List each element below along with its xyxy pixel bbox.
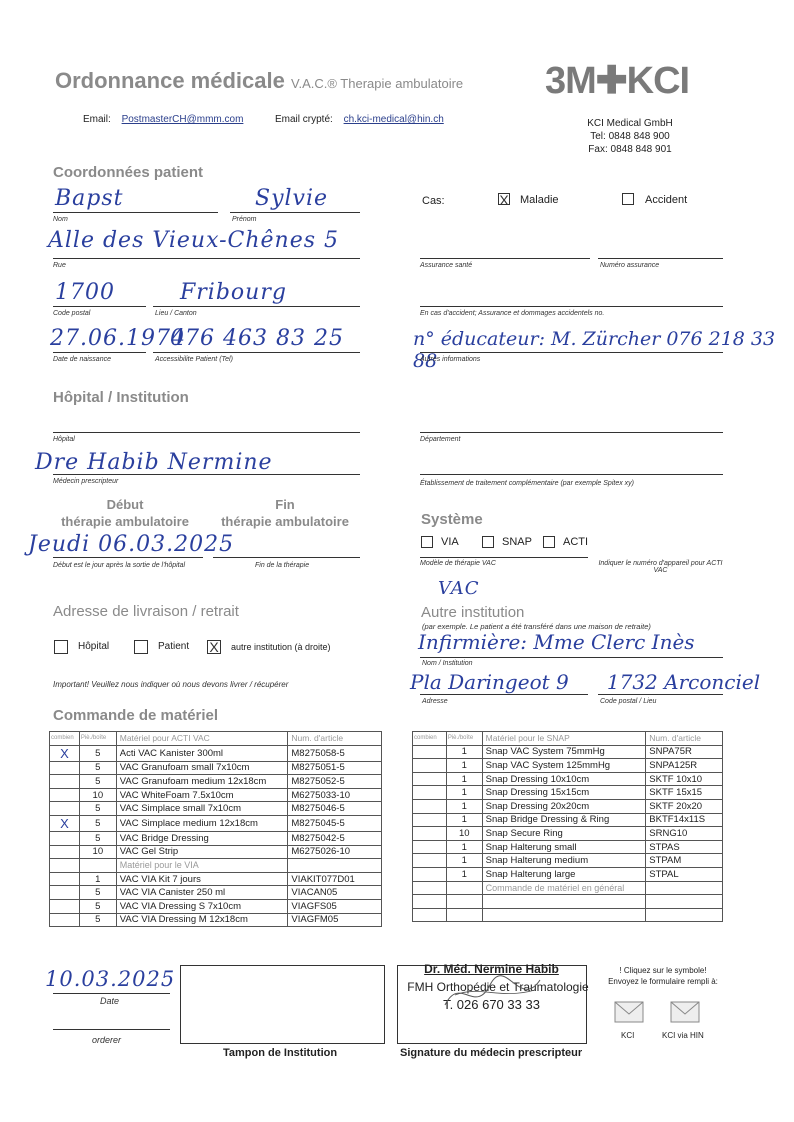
materiel-cell: VAC VIA Canister 250 ml: [116, 886, 288, 900]
autre-inst-adresse-line: [420, 694, 588, 695]
table-row: [50, 788, 382, 802]
date-label: Date: [100, 996, 120, 1006]
prenom-label: Prénom: [232, 216, 257, 223]
table-row: [50, 761, 382, 775]
article-cell: M8275046-5: [288, 802, 382, 816]
table-row: [413, 786, 723, 800]
lieu-line: [153, 306, 360, 307]
email-label: Email:: [83, 114, 111, 125]
quantity-cell[interactable]: [413, 759, 447, 773]
email-kci-icon[interactable]: [614, 998, 644, 1024]
article-cell: [646, 881, 723, 895]
numero-appareil-label: Indiquer le numéro d'appareil pour ACTI VAC: [598, 560, 723, 574]
table-row: [413, 895, 723, 909]
debut-title: [50, 496, 200, 530]
materiel-cell: [482, 895, 646, 909]
materiel-cell: Commande de matériel en général: [482, 881, 646, 895]
pieces-cell: 5: [79, 831, 116, 845]
article-cell: VIAGFM05: [288, 913, 382, 927]
hopital-line: [53, 432, 360, 433]
departement-label: Département: [420, 436, 461, 443]
pieces-cell: 5: [79, 745, 116, 761]
title-text: Ordonnance médicale: [55, 68, 285, 93]
fin-label: Fin de la thérapie: [255, 562, 310, 569]
table-row: [413, 813, 723, 827]
nom-line: [53, 212, 218, 213]
rue-label: Rue: [53, 262, 66, 269]
article-cell: M8275052-5: [288, 775, 382, 789]
livraison-hopital-label: Hôpital: [78, 641, 110, 652]
autre-inst-cp-line: [598, 694, 723, 695]
table-row: [413, 908, 723, 922]
systeme-section-title: Système: [421, 511, 483, 528]
pieces-cell: 1: [446, 759, 482, 773]
pieces-cell: 1: [446, 867, 482, 881]
article-cell: SKTF 20x20: [646, 799, 723, 813]
table-row: [50, 831, 382, 845]
autre-inst-section-title: Autre institution: [421, 604, 525, 621]
livraison-autre-checkbox[interactable]: X: [207, 640, 221, 654]
maladie-label: Maladie: [520, 194, 559, 206]
article-cell: VIAKIT077D01: [288, 872, 382, 886]
naissance-label: Date de naissance: [53, 356, 111, 363]
pieces-cell: [446, 881, 482, 895]
medecin-label: Médecin prescripteur: [53, 478, 119, 485]
quantity-cell[interactable]: [50, 872, 80, 886]
article-cell: VIACAN05: [288, 886, 382, 900]
footer-date[interactable]: 10.03.2025: [45, 967, 176, 991]
stamp-spec: FMH Orthopédie et Traumatologie: [407, 980, 589, 994]
pieces-cell: 5: [79, 815, 116, 831]
pieces-cell: 5: [79, 802, 116, 816]
pieces-cell: 1: [446, 786, 482, 800]
quantity-cell[interactable]: [413, 745, 447, 759]
materiel-cell: VAC Simplace medium 12x18cm: [116, 815, 288, 831]
col-header-combien: combien: [413, 732, 447, 746]
article-cell: BKTF14x11S: [646, 813, 723, 827]
quantity-cell[interactable]: [50, 913, 80, 927]
materiel-cell: VAC VIA Kit 7 jours: [116, 872, 288, 886]
materiel-cell: VAC Simplace small 7x10cm: [116, 802, 288, 816]
envoyez-text: Envoyez le formulaire rempli à:: [608, 977, 718, 986]
pieces-cell: 1: [446, 799, 482, 813]
quantity-cell[interactable]: [413, 895, 447, 909]
pieces-cell: 5: [79, 913, 116, 927]
pieces-cell: 10: [79, 845, 116, 859]
col-header-article: Num. d'article: [288, 732, 382, 746]
table-row: [50, 745, 382, 761]
orderer-line: [53, 1029, 170, 1030]
autre-inst-nom[interactable]: Infirmière: Mme Clerc Inès: [418, 630, 695, 654]
email-crypt-link[interactable]: ch.kci-medical@hin.ch: [343, 114, 444, 125]
snap-table-body: [413, 745, 723, 922]
table-row: [50, 899, 382, 913]
col-header-materiel: Matériel pour le SNAP: [482, 732, 646, 746]
pieces-cell: 1: [446, 840, 482, 854]
autres-label: Autres informations: [420, 356, 481, 363]
tel-label: Accessibilite Patient (Tel): [155, 356, 233, 363]
pieces-cell: 5: [79, 899, 116, 913]
cas-label: Cas:: [422, 195, 445, 207]
table-row: [50, 872, 382, 886]
signature-scribble: [440, 965, 550, 1020]
materiel-cell: VAC VIA Dressing S 7x10cm: [116, 899, 288, 913]
col-header-pieces: Piè./boîte: [446, 732, 482, 746]
table-row: [413, 827, 723, 841]
quantity-cell[interactable]: [413, 799, 447, 813]
article-cell: STPAM: [646, 854, 723, 868]
article-cell: VIAGFS05: [288, 899, 382, 913]
article-cell: [646, 895, 723, 909]
acti-vac-table: [49, 731, 382, 927]
patient-nom[interactable]: Bapst: [55, 186, 124, 211]
accident-info-label: En cas d'accident; Assurance et dommages accidentels no.: [420, 310, 605, 317]
debut-title-line2: thérapie ambulatoire: [61, 514, 189, 529]
materiel-cell: Snap Halterung large: [482, 867, 646, 881]
quantity-cell[interactable]: [413, 854, 447, 868]
quantity-cell[interactable]: [50, 859, 80, 873]
article-cell: M8275058-5: [288, 745, 382, 761]
livraison-patient-checkbox[interactable]: [134, 640, 148, 654]
quantity-cell[interactable]: [50, 845, 80, 859]
hopital-section-title: Hôpital / Institution: [53, 389, 189, 406]
materiel-cell: VAC WhiteFoam 7.5x10cm: [116, 788, 288, 802]
modele-line: [420, 557, 588, 558]
article-cell: [288, 859, 382, 873]
quantity-cell[interactable]: X: [50, 815, 80, 831]
assurance-label: Assurance santé: [420, 262, 473, 269]
article-cell: SRNG10: [646, 827, 723, 841]
quantity-cell[interactable]: [413, 827, 447, 841]
pieces-cell: 1: [446, 854, 482, 868]
kci-icon-label: KCI: [621, 1031, 635, 1040]
pieces-cell: 1: [446, 745, 482, 759]
autre-inst-adresse[interactable]: Pla Daringeot 9 1732 Arconciel: [410, 670, 761, 694]
article-cell: M6275033-10: [288, 788, 382, 802]
materiel-cell: Matériel pour le VIA: [116, 859, 288, 873]
email-crypt-label: Email crypté:: [275, 114, 333, 125]
tampon-box[interactable]: [180, 965, 385, 1044]
snap-table: [412, 731, 723, 922]
article-cell: SNPA125R: [646, 759, 723, 773]
autre-inst-adresse-label: Adresse: [422, 698, 448, 705]
autre-inst-cp-label: Code postal / Lieu: [600, 698, 657, 705]
table-row: [413, 881, 723, 895]
fin-line: [213, 557, 360, 558]
pieces-cell: [446, 908, 482, 922]
article-cell: M8275042-5: [288, 831, 382, 845]
debut-label: Début est le jour après la sortie de l'hôpital: [53, 562, 186, 569]
kci-hin-icon-label: KCI via HIN: [662, 1031, 704, 1040]
article-cell: SNPA75R: [646, 745, 723, 759]
materiel-cell: [482, 908, 646, 922]
table-row: [50, 775, 382, 789]
table-row: [50, 859, 382, 873]
autre-inst-nom-label: Nom / Institution: [422, 660, 473, 667]
hopital-label: Hôpital: [53, 436, 75, 443]
patient-section-title: Coordonnées patient: [53, 164, 204, 181]
livraison-section-title: Adresse de livraison / retrait: [53, 603, 239, 620]
materiel-cell: VAC Granufoam small 7x10cm: [116, 761, 288, 775]
assurance-line: [420, 258, 590, 259]
pieces-cell: 1: [446, 813, 482, 827]
stamp-tel: T. 026 670 33 33: [443, 997, 540, 1012]
signature-label: Signature du médecin prescripteur: [400, 1047, 583, 1059]
article-cell: M6275026-10: [288, 845, 382, 859]
rue-line: [53, 258, 360, 259]
materiel-cell: Snap Bridge Dressing & Ring: [482, 813, 646, 827]
quantity-cell[interactable]: [50, 788, 80, 802]
col-header-article: Num. d'article: [646, 732, 723, 746]
etab-line: [420, 474, 723, 475]
table-row: [413, 840, 723, 854]
patient-tel[interactable]: 076 463 83 25: [170, 326, 344, 351]
quantity-cell[interactable]: [50, 899, 80, 913]
via-checkbox[interactable]: [421, 536, 433, 548]
snap-checkbox[interactable]: [482, 536, 494, 548]
autres-informations[interactable]: n° éducateur: M. Zürcher 076 218 33 88: [413, 328, 776, 372]
pieces-cell: 5: [79, 886, 116, 900]
quantity-cell[interactable]: [413, 908, 447, 922]
orderer-label: orderer: [92, 1035, 122, 1045]
medecin-prescripteur[interactable]: Dre Habib Nermine: [35, 450, 273, 475]
quantity-cell[interactable]: [413, 813, 447, 827]
numero-assurance-line: [598, 258, 723, 259]
table-row: [50, 913, 382, 927]
company-name: KCI Medical GmbH: [587, 118, 673, 129]
form-title: [55, 68, 463, 94]
cp-label: Code postal: [53, 310, 91, 317]
pieces-cell: 10: [446, 827, 482, 841]
email-crypt-row: [275, 114, 444, 125]
pieces-cell: 10: [79, 788, 116, 802]
article-cell: STPAL: [646, 867, 723, 881]
patient-prenom[interactable]: Sylvie: [255, 186, 329, 211]
quantity-cell[interactable]: [413, 840, 447, 854]
materiel-cell: Snap VAC System 75mmHg: [482, 745, 646, 759]
departement-line: [420, 432, 723, 433]
accident-label: Accident: [645, 194, 688, 206]
numero-assurance-label: Numéro assurance: [600, 262, 660, 269]
pieces-cell: [446, 895, 482, 909]
article-cell: [646, 908, 723, 922]
quantity-cell[interactable]: [413, 772, 447, 786]
livraison-patient-label: Patient: [158, 641, 190, 652]
autre-inst-note: (par exemple. Le patient a été transféré dans une maison de retraite): [422, 622, 651, 631]
debut-title-line1: Début: [106, 497, 144, 512]
materiel-cell: Acti VAC Kanister 300ml: [116, 745, 288, 761]
accident-checkbox[interactable]: [622, 193, 634, 205]
date-line: [53, 993, 170, 994]
email-link[interactable]: PostmasterCH@mmm.com: [121, 114, 244, 125]
acti-label: ACTI: [563, 536, 589, 548]
materiel-cell: Snap Dressing 20x20cm: [482, 799, 646, 813]
send-instructions: [598, 965, 728, 987]
tampon-label: Tampon de Institution: [223, 1047, 338, 1059]
quantity-cell[interactable]: [50, 831, 80, 845]
quantity-cell[interactable]: [50, 775, 80, 789]
table-row: [50, 886, 382, 900]
quantity-cell[interactable]: [50, 761, 80, 775]
quantity-cell[interactable]: [413, 867, 447, 881]
table-row: [413, 759, 723, 773]
acti-checkbox[interactable]: [543, 536, 555, 548]
cp-line: [53, 306, 146, 307]
logo: 3M✚KCI: [545, 60, 690, 102]
email-kci-hin-icon[interactable]: [670, 998, 700, 1024]
naissance-line: [53, 352, 146, 353]
quantity-cell[interactable]: [50, 802, 80, 816]
materiel-cell: VAC Bridge Dressing: [116, 831, 288, 845]
materiel-cell: Snap Halterung small: [482, 840, 646, 854]
table-row: [413, 867, 723, 881]
maladie-checkbox[interactable]: X: [499, 192, 509, 208]
fin-title-line1: Fin: [275, 497, 295, 512]
materiel-cell: Snap Dressing 15x15cm: [482, 786, 646, 800]
company-fax: Fax: 0848 848 901: [588, 144, 672, 155]
article-cell: STPAS: [646, 840, 723, 854]
materiel-cell: VAC Granufoam medium 12x18cm: [116, 775, 288, 789]
patient-rue[interactable]: Alle des Vieux-Chênes 5: [48, 228, 340, 253]
materiel-cell: VAC Gel Strip: [116, 845, 288, 859]
article-cell: SKTF 10x10: [646, 772, 723, 786]
medecin-line: [53, 474, 360, 475]
fin-title: [210, 496, 360, 530]
materiel-cell: Snap Halterung medium: [482, 854, 646, 868]
pieces-cell: 5: [79, 761, 116, 775]
col-header-combien: combien: [50, 732, 80, 746]
livraison-important-note: Important! Veuillez nous indiquer où nous devons livrer / récupérer: [53, 680, 289, 689]
acti-vac-header-row: [50, 732, 382, 746]
quantity-cell[interactable]: X: [50, 745, 80, 761]
pieces-cell: [79, 859, 116, 873]
patient-cp[interactable]: 1700: [55, 280, 115, 305]
pieces-cell: 1: [446, 772, 482, 786]
pieces-cell: 5: [79, 775, 116, 789]
snap-header-row: [413, 732, 723, 746]
debut-therapie-date[interactable]: Jeudi 06.03.2025: [28, 532, 235, 557]
acti-vac-table-body: [50, 745, 382, 927]
subtitle-text: V.A.C.® Therapie ambulatoire: [290, 76, 464, 91]
article-cell: M8275051-5: [288, 761, 382, 775]
article-cell: SKTF 15x15: [646, 786, 723, 800]
debut-line: [53, 557, 203, 558]
col-header-pieces: Piè./boîte: [79, 732, 116, 746]
table-row: [50, 815, 382, 831]
nom-label: Nom: [53, 216, 68, 223]
materiel-cell: Snap Dressing 10x10cm: [482, 772, 646, 786]
livraison-hopital-checkbox[interactable]: [54, 640, 68, 654]
livraison-autre-label: autre institution (à droite): [231, 642, 331, 652]
table-row: [50, 802, 382, 816]
prenom-line: [230, 212, 360, 213]
email-row: [83, 114, 243, 125]
materiel-cell: Snap Secure Ring: [482, 827, 646, 841]
article-cell: M8275045-5: [288, 815, 382, 831]
modele-value[interactable]: VAC: [438, 578, 480, 599]
materiel-cell: Snap VAC System 125mmHg: [482, 759, 646, 773]
materiel-cell: VAC VIA Dressing M 12x18cm: [116, 913, 288, 927]
commande-section-title: Commande de matériel: [53, 707, 219, 724]
tel-line: [153, 352, 360, 353]
cliquez-text: ! Cliquez sur le symbole!: [619, 966, 707, 975]
snap-label: SNAP: [502, 536, 532, 548]
quantity-cell[interactable]: [413, 881, 447, 895]
modele-label: Modèle de thérapie VAC: [420, 560, 496, 567]
col-header-materiel: Matériel pour ACTI VAC: [116, 732, 288, 746]
pieces-cell: 1: [79, 872, 116, 886]
autre-inst-nom-line: [420, 657, 723, 658]
lieu-label: Lieu / Canton: [155, 310, 197, 317]
fin-title-line2: thérapie ambulatoire: [221, 514, 349, 529]
etab-label: Établissement de traitement complémentaire (par exemple Spitex xy): [420, 480, 634, 487]
patient-naissance[interactable]: 27.06.1974: [50, 326, 186, 351]
autres-line: [420, 352, 723, 353]
table-row: [413, 745, 723, 759]
table-row: [50, 845, 382, 859]
table-row: [413, 772, 723, 786]
accident-line: [420, 306, 723, 307]
stamp-name: Dr. Méd. Nermine Habib: [424, 962, 559, 976]
table-row: [413, 799, 723, 813]
quantity-cell[interactable]: [50, 886, 80, 900]
via-label: VIA: [441, 536, 459, 548]
patient-lieu[interactable]: Fribourg: [180, 280, 287, 305]
table-row: [413, 854, 723, 868]
quantity-cell[interactable]: [413, 786, 447, 800]
company-tel: Tel: 0848 848 900: [590, 131, 670, 142]
kci-address: [560, 117, 700, 156]
